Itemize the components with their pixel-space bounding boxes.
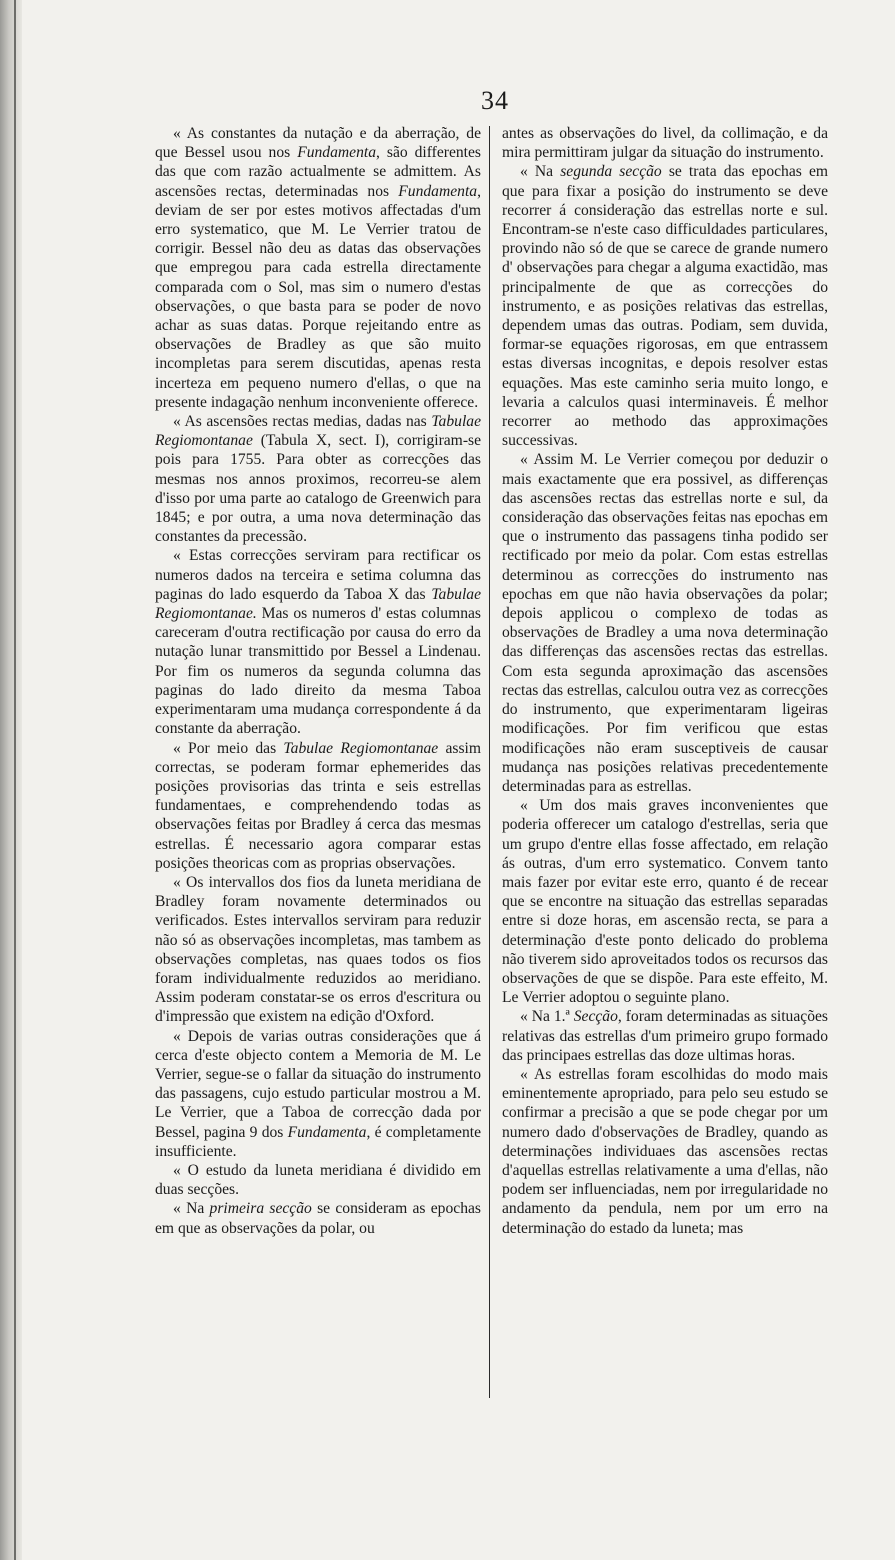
paragraph-text: « O estudo da luneta meridiana é dividido em duas secções. — [155, 1161, 481, 1199]
binding-line — [14, 0, 16, 1560]
paragraph-text: « As constantes da nutação e da aberração, de que Bessel usou nos — [155, 125, 481, 162]
left-column-paragraph — [155, 546, 481, 738]
paragraph-text: , foram determinadas as situações relativas das estrellas d'um primeiro grupo formado das principaes estrellas das doze ultimas horas. — [502, 1008, 828, 1064]
right-column-paragraph — [502, 796, 828, 1007]
paragraph-text: « Depois de varias outras considerações que á cerca d'este objecto contem a Memoria de M. Le Verrier, segue-se o fallar da situação do instrumento das passagens, cujo estudo particular mostrou a M. Le Verrier, que a Taboa de correcção dada por Bessel, pagina 9 dos — [155, 1027, 481, 1141]
paragraph-text: se trata das epochas em que para fixar a posição do instrumento se deve recorrer á consideração das estrellas norte e sul. Encontram-se n'este caso difficuldades particulares, provindo não só de que se carece de grande numero d' observações para chegar a alguma exactidão, mas principalmente de que as correcções do instrumento, e as posições relativas das estrellas, dependem umas das outras. Podiam, sem duvida, formar-se equações rigorosas, em que entrassem estas diversas incognitas, e depois resolver estas equações. Mas este caminho seria muito longo, e levaria a calculos quasi interminaveis. É melhor recorrer ao methodo das approximações successivas. — [502, 163, 828, 450]
italic-title: Fundamenta — [398, 182, 478, 200]
page-number: 34 — [481, 86, 509, 115]
paragraph-text: assim correctas, se poderam formar ephemerides das posições provisorias das trinta e seis estrellas fundamentaes, e comprehendendo todas as observações feitas por Bradley á cerca das mesmas estrellas. É necessario agora comparar estas posições theoricas com as proprias observações. — [155, 739, 482, 872]
page-binding-edge — [0, 0, 22, 1560]
paragraph-text: « Os intervallos dos fios da luneta meridiana de Bradley foram novamente determinados ou verificados. Estes intervallos serviram para reduzir não só as observações incompletas, mas tambem as observações completas, nas quaes todos os fios foram individualmente reduzidos ao meridiano. Assim poderam constatar-se os erros d'escritura ou d'impressão que existem na edição d'Oxford. — [155, 873, 481, 1026]
right-column — [502, 124, 828, 1238]
italic-title: segunda secção — [560, 163, 662, 181]
left-column-paragraph — [155, 1161, 481, 1199]
paragraph-text: (Tabula X, sect. I), corrigiram-se pois para 1755. Para obter as correcções das mesmas nos annos proximos, recorreu-se alem d'isso por uma parte ao catalogo de Greenwich para 1845; e por outra, a uma nova determinação das constantes da precessão. — [155, 432, 481, 546]
paragraph-text: Mas os numeros d' estas columnas careceram d'outra rectificação por causa do erro da nutação lunar transmittido por Bessel a Lindenau. Por fim os numeros da segunda columna das paginas do lado direito da mesma Taboa experimentaram uma mudança correspondente á da constante da aberração. — [155, 605, 481, 738]
right-column-paragraph — [502, 1065, 828, 1238]
right-column-paragraph — [502, 162, 828, 450]
paragraph-text: « Na 1.ª — [520, 1008, 574, 1026]
paragraph-text: « Por meio das — [173, 739, 284, 757]
left-column-paragraph — [155, 1199, 481, 1237]
italic-title: primeira secção — [209, 1200, 312, 1218]
paragraph-text: « Estas correcções serviram para rectificar os numeros dados na terceira e setima columna das paginas do lado esquerdo da Taboa X das — [155, 547, 481, 603]
right-column-paragraph — [502, 1007, 828, 1065]
paragraph-text: se consideram as epochas em que as observações da polar, ou — [155, 1200, 481, 1237]
left-column-paragraph — [155, 412, 481, 546]
italic-title: Fundamenta — [287, 1123, 367, 1141]
italic-title: Secção — [573, 1008, 618, 1026]
paragraph-text: « As ascensões rectas medias, dadas nas — [173, 413, 432, 431]
italic-title: Tabulae Regiomontanae. — [155, 585, 481, 623]
left-column — [155, 124, 481, 1238]
paragraph-text: , é completamente insufficiente. — [155, 1123, 481, 1160]
paragraph-text: , deviam de ser por estes motivos affectadas d'um erro systematico, que M. Le Verrier tratou de corrigir. Bessel não deu as datas das observações que empregou para cada estrella directamente comparada com o Sol, mas sim o numero d'estas observações, o que basta para se poder de novo achar as suas datas. Porque rejeitando entre as observações de Bradley as que são muito incompletas para serem discutidas, apenas resta incerteza em pequeno numero d'ellas, o que na presente indagação nenhum inconveniente offerece. — [155, 182, 481, 411]
paragraph-text: « Um dos mais graves inconvenientes que poderia offerecer um catalogo d'estrellas, seria que um grupo d'entre ellas fosse affectado, em relação ás outras, d'um erro systematico. Convem tanto mais fazer por evitar este erro, quanto é de recear que se encontre na situação das estrellas separadas entre si doze horas, em ascensão recta, se para a determinação d'este ponto delicado do problema não tiverem sido aproveitados todos os recursos das observações de que se dispõe. Para este effeito, M. Le Verrier adoptou o seguinte plano. — [502, 797, 828, 1007]
italic-title: Tabulae Regiomontanae — [283, 739, 439, 757]
left-column-paragraph — [155, 124, 481, 412]
column-divider — [489, 126, 490, 1398]
italic-title: Tabulae Regiomontanae — [155, 413, 481, 450]
paragraph-text: « As estrellas foram escolhidas do modo mais eminentemente apropriado, para pelo seu estudo se confirmar a precisão a que se pode chegar por um numero dado d'observações de Bradley, quando as determinações individuaes das ascensões rectas d'aquellas estrellas relativamente a uma d'ellas, não podem ser influenciadas, nem por irregularidade no andamento da pendula, nem por um erro na determinação do estado da luneta; mas — [502, 1065, 828, 1237]
paragraph-text: « Assim M. Le Verrier começou por deduzir o mais exactamente que era possivel, as differenças das ascensões rectas das estrellas norte e sul, da consideração das observações feitas nas epochas em que o instrumento das passagens tinha podido ser rectificado por meio da polar. Com estas estrellas determinou as correcções do instrumento nas epochas em que não havia observações da polar; depois applicou o complexo de todas as observações de Bradley a uma nova determinação das differenças das ascensões rectas das estrellas. Com esta segunda aproximação das ascensões rectas das estrellas, calculou outra vez as correcções do instrumento, que experimentaram ligeiras modificações. Por fim verificou que estas modificações não eram susceptiveis de causar mudança nas posições relativas precedentemente determinadas para as estrellas. — [502, 451, 828, 795]
left-column-paragraph — [155, 739, 481, 873]
paragraph-text: « Na — [520, 163, 561, 181]
right-column-paragraph — [502, 124, 828, 162]
paragraph-text: « Na — [173, 1200, 210, 1218]
paragraph-text: antes as observações do livel, da collimação, e da mira permittiram julgar da situação do instrumento. — [502, 125, 828, 162]
left-column-paragraph — [155, 873, 481, 1027]
paragraph-text: , são differentes das que com razão actualmente se admittem. As ascensões rectas, determinadas nos — [155, 144, 481, 200]
left-column-paragraph — [155, 1027, 481, 1161]
italic-title: Fundamenta — [297, 144, 377, 162]
right-column-paragraph — [502, 450, 828, 796]
